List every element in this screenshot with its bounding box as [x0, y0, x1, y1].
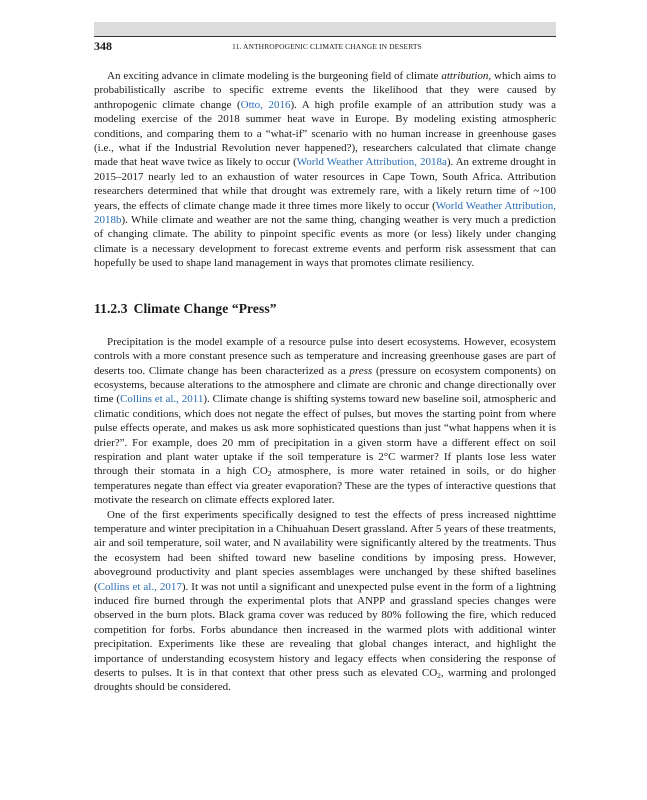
paragraph-text: (pressure on ecosystem components) on ecosystems, because alterations to the atmosphere and climate are chronic and change directionally over time ( — [94, 364, 556, 406]
citation-link-collins-2017[interactable]: Collins et al., 2017 — [97, 580, 182, 593]
page-number: 348 — [94, 39, 112, 53]
paragraph-text: ). It was not until a significant and unexpected pulse event in the form of a lightning induced fire burned through the experimental plots that ANPP and grassland species changes were observed in the burn plots. Black grama cover was reduced by 80% following the fire, which reduced competition for forbs. Forbs abundance then increased in the warmed plots with additional winter precipitation. Experiments like these are revealing that global changes interact, and highlight the importance of understanding ecosystem history and legacy effects when considering the response of deserts to pulses. It is in that context that other press such as elevated CO — [94, 580, 556, 680]
emphasis-attribution: attribution — [441, 70, 489, 82]
header-rule — [94, 36, 556, 37]
paragraph-text: ). Climate change is shifting systems toward new baseline soil, atmospheric and climatic conditions, which does not negate the effect of pulses, but moves the starting point from where pulse effects operate, and makes us ask more sophisticated questions than just “what happens when it is drier?”. For example, does 20 mm of precipitation in a given storm have a different effect on soil respiration and plant water uptake if the soil temperature is 2°C warmer? If plants lose less water through their stomata in a high CO — [94, 393, 556, 478]
section-heading — [94, 301, 556, 317]
section-number: 11.2.3 — [94, 300, 128, 316]
emphasis-press: press — [349, 364, 373, 377]
section-title: Climate Change “Press” — [133, 300, 277, 316]
paragraph-experiments — [94, 508, 556, 695]
citation-link-otto-2016[interactable]: Otto, 2016 — [240, 98, 291, 111]
paragraph-attribution — [94, 69, 556, 271]
subscript-2: 2 — [437, 671, 441, 681]
paragraph-text: One of the first experiments specifically designed to test the effects of press increased nighttime temperature and winter precipitation in a Chihuahuan Desert grassland. After 5 years of these treatments, air and soil temperature, soil water, and N availability were significantly altered by the treatments. Thus the ecosystem had been shifted toward new baseline conditions by imposing press. However, aboveground productivity and plant species assemblages were unchanged by these shifted baselines ( — [94, 508, 556, 593]
page-content — [94, 69, 556, 695]
paragraph-text: , warming and prolonged droughts should be considered. — [94, 667, 556, 694]
paragraph-text: ). An extreme drought in 2015–2017 nearly led to an exhaustion of water resources in Cape Town, South Africa. Attribution researchers determined that while that drought was extremely rare, with a likely return time of ~100 years, the effects of climate change made it three times more likely to occur ( — [94, 156, 556, 212]
citation-link-wwa-2018a[interactable]: World Weather Attribution, 2018a — [296, 156, 447, 169]
paragraph-text: An exciting advance in climate modeling is the burgeoning field of climate — [107, 70, 442, 82]
citation-link-collins-2011[interactable]: Collins et al., 2011 — [120, 393, 204, 406]
paragraph-text: Precipitation is the model example of a resource pulse into desert ecosystems. However, ecosystem controls with a more constant presence such as temperature and increasing greenhouse gases are part of deserts too. Climate change has been characterized as a — [94, 335, 556, 377]
subscript-2: 2 — [267, 469, 272, 479]
header-band — [94, 22, 556, 36]
paragraph-text: , which aims to probabilistically ascribe to specific extreme events the likelihood that they were caused by anthropogenic climate change ( — [94, 70, 556, 111]
citation-link-wwa-2018b[interactable]: World Weather Attribution, 2018b — [94, 199, 556, 227]
paragraph-text: ). While climate and weather are not the same thing, changing weather is very much a prediction of changing climate. The ability to pinpoint specific events as more (or less) likely under changing climate is a necessary development to forecast extreme events and perform risk assessment that can hopefully be used to shape land management in ways that promotes climate resiliency. — [94, 214, 556, 270]
running-head: 11. ANTHROPOGENIC CLIMATE CHANGE IN DESERTS — [232, 42, 422, 51]
paragraph-text: atmosphere, is more water retained in soils, or do higher temperatures negate than effect via greater evaporation? These are the types of interactive questions that motivate the research on climate effects explored later. — [94, 465, 556, 507]
paragraph-text: ). A high profile example of an attribution study was a modeling exercise of the 2018 summer heat wave in Europe. By modeling existing atmospheric conditions, and comparing them to a “what-if” scenario with no human increase in greenhouse gases (i.e., what if the Industrial Revolution never happened?), researchers calculated that climate change made that heat wave twice as likely to occur ( — [94, 98, 556, 169]
paragraph-press — [94, 335, 556, 508]
